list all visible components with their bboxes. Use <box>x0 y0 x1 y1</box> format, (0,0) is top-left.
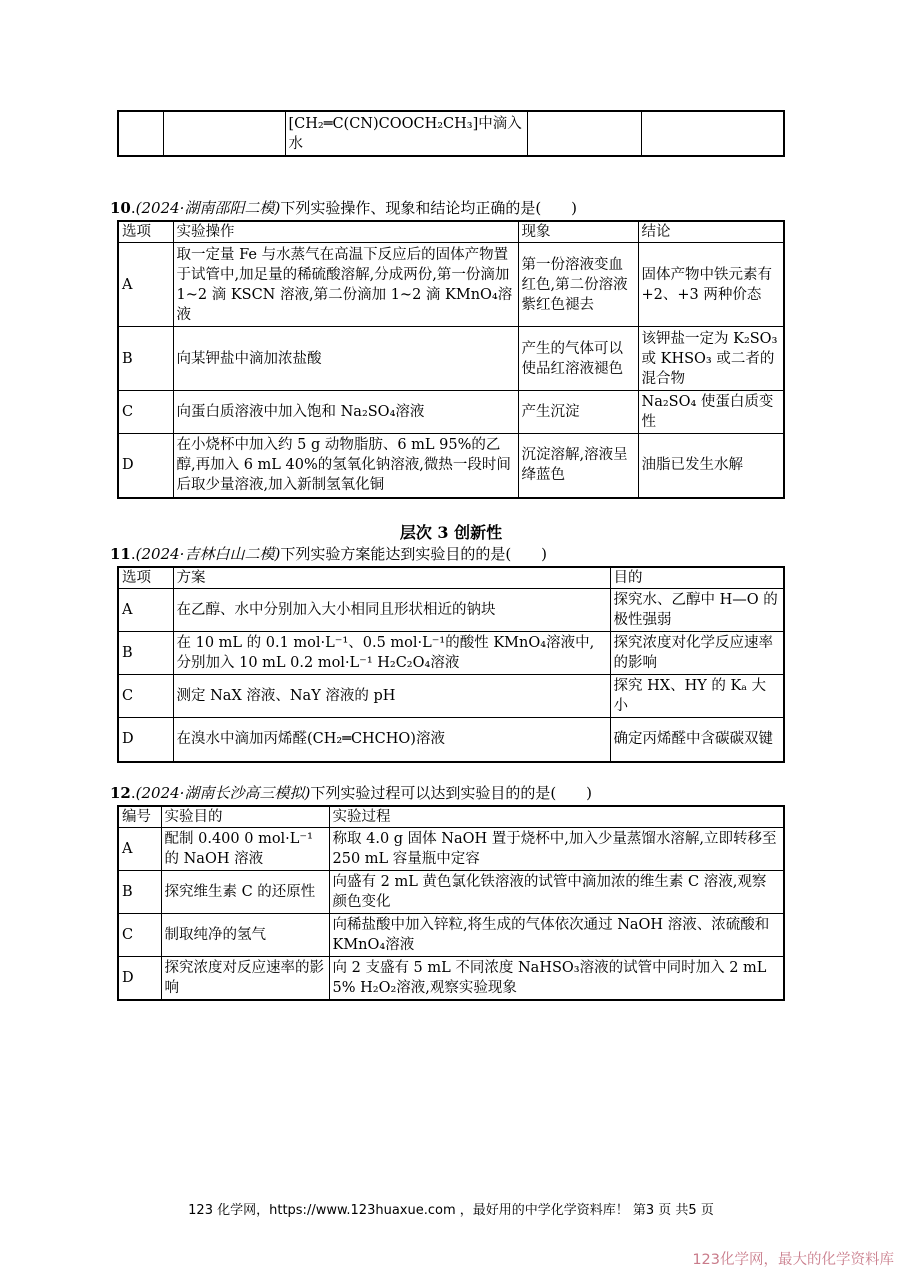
table-cell: 第一份溶液变血红色,第二份溶液紫红色褪去 <box>518 243 638 327</box>
table-cell: 确定丙烯醛中含碳碳双键 <box>610 718 784 762</box>
table-row <box>118 718 784 762</box>
table-cell: 产生的气体可以使品红溶液褪色 <box>518 327 638 391</box>
table-cell: 探究 HX、HY 的 Kₐ 大小 <box>610 675 784 718</box>
column-header: 选项 <box>118 221 173 243</box>
table-cell <box>118 111 163 156</box>
table-cell: 称取 4.0 g 固体 NaOH 置于烧杯中,加入少量蒸馏水溶解,立即转移至 250 mL 容量瓶中定容 <box>329 828 784 871</box>
table-cell: 向盛有 2 mL 黄色氯化铁溶液的试管中滴加浓的维生素 C 溶液,观察颜色变化 <box>329 871 784 914</box>
table-cell: Na₂SO₄ 使蛋白质变性 <box>638 391 784 434</box>
table-cell: [CH₂═C(CN)COOCH₂CH₃]中滴入水 <box>285 111 527 156</box>
table-cell: 油脂已发生水解 <box>638 434 784 498</box>
table-header-row <box>118 221 784 243</box>
column-header: 结论 <box>638 221 784 243</box>
table-cell: 向蛋白质溶液中加入饱和 Na₂SO₄溶液 <box>173 391 518 434</box>
column-header: 目的 <box>610 567 784 589</box>
table-row <box>118 871 784 914</box>
table-row <box>118 243 784 327</box>
table-cell: 探究水、乙醇中 H—O 的极性强弱 <box>610 589 784 632</box>
table-cell: 探究维生素 C 的还原性 <box>161 871 329 914</box>
column-header: 方案 <box>173 567 610 589</box>
table-cell: 向稀盐酸中加入锌粒,将生成的气体依次通过 NaOH 溶液、浓硫酸和 KMnO₄溶液 <box>329 914 784 957</box>
table-cell: 探究浓度对反应速率的影响 <box>161 957 329 1001</box>
continued-table <box>117 110 785 157</box>
option-label: D <box>118 957 161 1001</box>
column-header: 选项 <box>118 567 173 589</box>
table-header-row <box>118 567 784 589</box>
table-cell: 向某钾盐中滴加浓盐酸 <box>173 327 518 391</box>
option-label: B <box>118 632 173 675</box>
table-cell <box>641 111 784 156</box>
table-row <box>118 675 784 718</box>
table-row <box>118 434 784 498</box>
table-row <box>118 327 784 391</box>
table-header-row <box>118 806 784 828</box>
column-header: 实验目的 <box>161 806 329 828</box>
table-row <box>118 957 784 1001</box>
page-footer: 123 化学网，https://www.123huaxue.com ，最好用的中学化学资料库！ 第3 页 共5 页 <box>188 1203 714 1218</box>
option-label: C <box>118 914 161 957</box>
table-row <box>118 914 784 957</box>
table-cell: 配制 0.400 0 mol·L⁻¹的 NaOH 溶液 <box>161 828 329 871</box>
option-label: D <box>118 718 173 762</box>
table-cell: 该钾盐一定为 K₂SO₃ 或 KHSO₃ 或二者的混合物 <box>638 327 784 391</box>
question-number: 12 <box>110 784 131 802</box>
question-11-stem: 11.(2024·吉林白山二模)下列实验方案能达到实验目的的是( ) <box>110 545 548 563</box>
table-cell: 向 2 支盛有 5 mL 不同浓度 NaHSO₃溶液的试管中同时加入 2 mL 5% H₂O₂溶液,观察实验现象 <box>329 957 784 1001</box>
question-text: 下列实验方案能达到实验目的的是( ) <box>280 545 548 563</box>
question-number: 10 <box>110 199 131 217</box>
column-header: 现象 <box>518 221 638 243</box>
table-cell: 固体产物中铁元素有+2、+3 两种价态 <box>638 243 784 327</box>
table-cell: 沉淀溶解,溶液呈绛蓝色 <box>518 434 638 498</box>
table-row <box>118 111 784 156</box>
question-source: (2024·湖南邵阳二模) <box>135 199 281 217</box>
table-cell <box>527 111 641 156</box>
table-cell: 探究浓度对化学反应速率的影响 <box>610 632 784 675</box>
table-cell: 取一定量 Fe 与水蒸气在高温下反应后的固体产物置于试管中,加足量的稀硫酸溶解,分成两份,第一份滴加 1~2 滴 KSCN 溶液,第二份滴加 1~2 滴 KMnO₄溶液 <box>173 243 518 327</box>
question-12-stem: 12.(2024·湖南长沙高三模拟)下列实验过程可以达到实验目的的是( ) <box>110 784 593 802</box>
option-label: A <box>118 243 173 327</box>
table-row <box>118 589 784 632</box>
question-10-table <box>117 220 785 499</box>
table-cell: 在乙醇、水中分别加入大小相同且形状相近的钠块 <box>173 589 610 632</box>
column-header: 实验操作 <box>173 221 518 243</box>
option-label: B <box>118 327 173 391</box>
option-label: A <box>118 589 173 632</box>
option-label: B <box>118 871 161 914</box>
question-source: (2024·吉林白山二模) <box>135 545 281 563</box>
question-source: (2024·湖南长沙高三模拟) <box>135 784 311 802</box>
watermark: 123化学网，最大的化学资料库 <box>692 1252 894 1268</box>
table-cell: 测定 NaX 溶液、NaY 溶液的 pH <box>173 675 610 718</box>
option-label: A <box>118 828 161 871</box>
question-text: 下列实验操作、现象和结论均正确的是( ) <box>280 199 578 217</box>
table-row <box>118 391 784 434</box>
column-header: 实验过程 <box>329 806 784 828</box>
table-cell: 制取纯净的氢气 <box>161 914 329 957</box>
table-cell <box>163 111 285 156</box>
question-10-stem: 10.(2024·湖南邵阳二模)下列实验操作、现象和结论均正确的是( ) <box>110 199 578 217</box>
table-cell: 在 10 mL 的 0.1 mol·L⁻¹、0.5 mol·L⁻¹的酸性 KMnO₄溶液中,分别加入 10 mL 0.2 mol·L⁻¹ H₂C₂O₄溶液 <box>173 632 610 675</box>
question-11-table <box>117 566 785 763</box>
level-heading: 层次 3 创新性 <box>399 523 503 542</box>
table-row <box>118 828 784 871</box>
table-cell: 产生沉淀 <box>518 391 638 434</box>
table-cell: 在小烧杯中加入约 5 g 动物脂肪、6 mL 95%的乙醇,再加入 6 mL 40%的氢氧化钠溶液,微热一段时间后取少量溶液,加入新制氢氧化铜 <box>173 434 518 498</box>
column-header: 编号 <box>118 806 161 828</box>
option-label: C <box>118 675 173 718</box>
question-12-table <box>117 805 785 1001</box>
table-cell: 在溴水中滴加丙烯醛(CH₂═CHCHO)溶液 <box>173 718 610 762</box>
question-text: 下列实验过程可以达到实验目的的是( ) <box>310 784 593 802</box>
option-label: C <box>118 391 173 434</box>
question-number: 11 <box>110 545 131 563</box>
option-label: D <box>118 434 173 498</box>
table-row <box>118 632 784 675</box>
